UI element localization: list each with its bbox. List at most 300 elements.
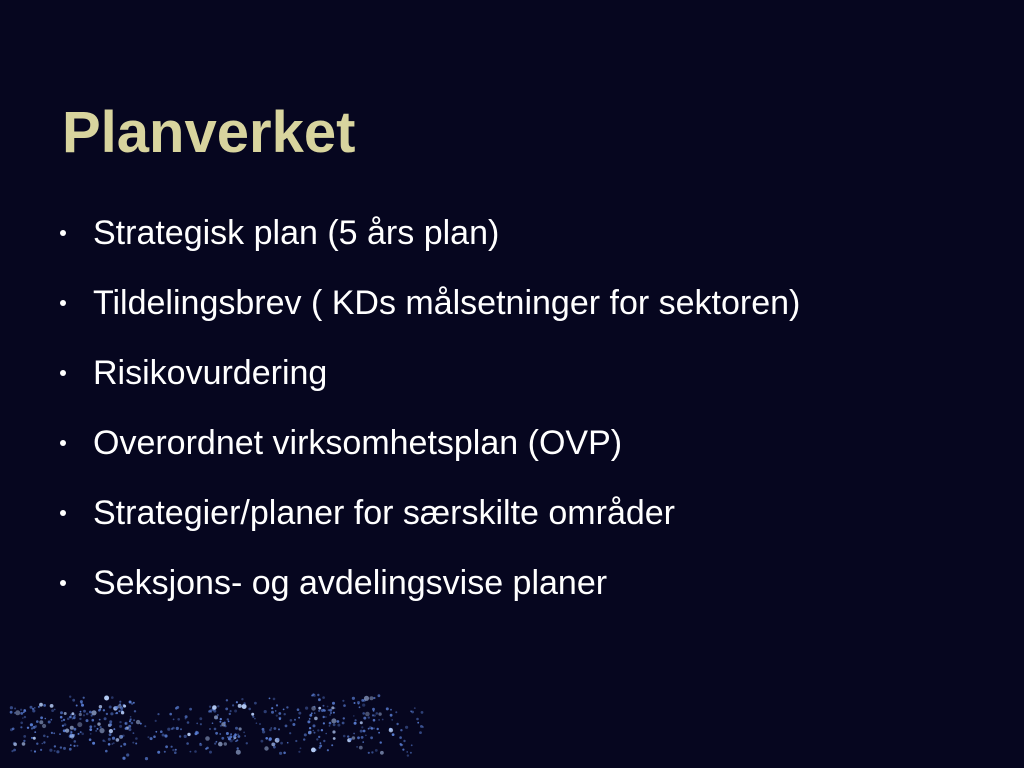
decor-dot — [421, 711, 424, 714]
decor-dot — [42, 724, 46, 728]
decor-dot — [63, 719, 65, 721]
decor-dot — [89, 711, 92, 714]
decor-dot — [99, 705, 102, 708]
decor-dot — [363, 717, 366, 720]
decor-dot — [243, 702, 245, 704]
decor-dot — [349, 738, 352, 741]
decor-dot — [304, 733, 307, 736]
decor-dot — [285, 725, 288, 728]
decor-dot — [228, 737, 231, 740]
decor-dot — [262, 728, 265, 731]
decor-dot — [157, 751, 160, 754]
decor-dot — [171, 746, 173, 748]
decor-dot — [232, 704, 234, 706]
decor-dot — [316, 738, 318, 740]
decor-dot — [212, 705, 217, 710]
decor-dot — [199, 743, 202, 746]
decor-dot — [33, 737, 36, 740]
decor-dot — [43, 741, 45, 743]
decor-dot — [359, 706, 361, 708]
decor-dot — [329, 714, 331, 716]
decor-dot — [155, 731, 157, 733]
decor-dot — [382, 719, 384, 721]
decor-dot — [401, 744, 403, 746]
decor-dot — [116, 738, 120, 742]
decor-dot — [236, 750, 241, 755]
decor-dot — [30, 706, 33, 709]
bullet-item — [58, 478, 800, 548]
decor-dot — [276, 704, 278, 706]
decor-dot — [90, 733, 92, 735]
decor-dot — [311, 712, 313, 714]
decor-dot — [403, 740, 405, 742]
decor-dot — [313, 724, 316, 727]
decor-dot — [323, 740, 325, 742]
decor-dot — [235, 727, 238, 730]
decor-dot — [271, 707, 273, 709]
decor-dot — [212, 722, 214, 724]
decor-dot — [123, 743, 126, 746]
decor-dot — [122, 757, 125, 760]
decor-dot — [108, 743, 111, 746]
decor-dot — [99, 709, 101, 711]
decor-dot — [364, 696, 369, 701]
decor-dot — [312, 693, 314, 695]
decor-dot — [150, 737, 153, 740]
decor-dot — [343, 735, 346, 738]
decor-dot — [59, 733, 61, 735]
decor-dot — [283, 709, 285, 711]
decor-dot — [325, 733, 327, 735]
decor-dot — [259, 723, 261, 725]
decor-dot — [155, 720, 157, 722]
decor-dot — [78, 733, 80, 735]
decor-dot — [323, 716, 325, 718]
decor-dot — [100, 726, 102, 728]
decor-dot — [81, 733, 84, 736]
decor-dot — [354, 702, 356, 704]
decor-dot — [120, 735, 123, 738]
decor-dot — [209, 706, 211, 708]
decor-dot — [353, 715, 355, 717]
bullet-item — [58, 198, 800, 268]
decor-dot — [60, 746, 62, 748]
decor-dot — [373, 697, 375, 699]
decor-dot — [109, 729, 113, 733]
decor-dot — [314, 717, 318, 721]
decor-dot — [176, 706, 179, 709]
bullet-item — [58, 268, 800, 338]
decor-dot — [119, 725, 122, 728]
decor-dot — [31, 723, 33, 725]
decor-dot — [185, 718, 187, 720]
decor-dot — [373, 719, 376, 722]
decor-dot — [30, 750, 32, 752]
decor-dot — [147, 736, 149, 738]
decor-dot — [184, 735, 187, 738]
decor-dot — [54, 750, 56, 752]
decor-dot — [12, 728, 15, 731]
decor-dot — [300, 747, 302, 749]
decor-dot — [54, 745, 56, 747]
bullet-text: Tildelingsbrev ( KDs målsetninger for sektoren) — [93, 284, 801, 322]
decor-dot — [179, 735, 181, 737]
decor-dot — [342, 700, 344, 702]
decor-dot — [115, 706, 118, 709]
decor-dot — [70, 726, 74, 730]
decor-dot — [63, 747, 66, 750]
decor-dot — [378, 694, 381, 697]
decor-dot — [230, 710, 232, 712]
decor-dot — [226, 732, 229, 735]
decor-dot — [169, 713, 172, 716]
decor-dot — [15, 710, 20, 715]
bullet-icon — [60, 440, 66, 446]
decor-dot — [119, 721, 121, 723]
decor-dot — [333, 723, 336, 726]
decor-dot — [313, 730, 315, 732]
decor-dot — [217, 705, 219, 707]
decor-dot — [89, 728, 92, 731]
decor-dot — [109, 706, 112, 709]
decor-dot — [329, 722, 332, 725]
decor-dot — [86, 713, 89, 716]
decor-dot — [45, 718, 47, 720]
decor-dot — [104, 696, 109, 701]
decor-dot — [71, 737, 73, 739]
bullet-icon — [60, 370, 66, 376]
decor-dot — [254, 718, 256, 720]
bullet-icon — [60, 230, 66, 236]
decor-dot — [333, 737, 336, 740]
decor-dot — [279, 752, 282, 755]
decor-dot — [79, 718, 81, 720]
decor-dot — [269, 698, 271, 700]
decor-dot — [318, 707, 321, 710]
decor-dot — [119, 701, 121, 703]
decor-dot — [380, 751, 384, 755]
decor-dot — [246, 742, 248, 744]
decor-dot — [81, 704, 84, 707]
decor-dot — [359, 746, 363, 750]
decor-dot — [402, 749, 404, 751]
decor-dot — [329, 709, 332, 712]
decor-dot — [10, 706, 13, 709]
decor-dot — [131, 722, 134, 725]
decor-dot — [360, 730, 363, 733]
decor-dot — [109, 733, 112, 736]
decor-dot — [135, 743, 137, 745]
decor-dot — [115, 713, 117, 715]
decor-dot — [60, 716, 63, 719]
decor-dot — [176, 727, 179, 730]
decor-dot — [40, 716, 43, 719]
decor-dot — [314, 712, 316, 714]
decor-dot — [108, 738, 111, 741]
decor-dot — [126, 753, 129, 756]
decor-dot — [64, 723, 67, 726]
decor-dot — [361, 726, 363, 728]
decor-dot — [333, 712, 335, 714]
decor-dot — [305, 707, 308, 710]
decor-dot — [74, 728, 77, 731]
decor-dot — [261, 740, 264, 743]
decor-dot — [47, 736, 49, 738]
decor-dot — [65, 729, 69, 733]
bullet-list — [58, 198, 800, 618]
decor-dot — [362, 741, 364, 743]
decor-dot — [20, 726, 22, 728]
decor-dot — [332, 702, 335, 705]
decor-dot — [331, 706, 334, 709]
decor-dot — [365, 735, 367, 737]
decor-dot — [60, 711, 63, 714]
decor-dot — [274, 727, 277, 730]
decor-dot — [38, 706, 40, 708]
decor-dot — [210, 711, 212, 713]
decor-dot — [209, 751, 212, 754]
decor-dot — [230, 733, 232, 735]
decor-dot — [103, 709, 105, 711]
decor-dot — [83, 710, 86, 713]
decor-dot — [70, 731, 73, 734]
decor-dot — [279, 717, 282, 720]
decor-dot — [43, 735, 46, 738]
decor-dot — [318, 698, 321, 701]
decor-dot — [238, 735, 241, 738]
decor-dot — [177, 718, 180, 721]
decor-dot — [49, 749, 52, 752]
decor-dot — [419, 731, 422, 734]
decor-dot — [216, 741, 218, 743]
decor-dot — [97, 722, 100, 725]
decor-dot — [40, 749, 42, 751]
decor-dot — [353, 733, 355, 735]
decor-dot — [187, 733, 190, 736]
bullet-text: Strategier/planer for særskilte områder — [93, 494, 676, 532]
decor-dot — [362, 704, 365, 707]
decor-dot — [196, 723, 198, 725]
decor-dot — [225, 725, 227, 727]
decor-dot — [120, 745, 122, 747]
decor-dot — [34, 707, 36, 709]
decor-dot — [390, 714, 393, 717]
decor-dot — [297, 708, 300, 711]
decor-dot — [164, 734, 167, 737]
decor-dot — [356, 746, 358, 748]
decor-dot — [80, 731, 82, 733]
decor-dot — [102, 740, 104, 742]
decor-dot — [314, 732, 316, 734]
decor-dot — [104, 717, 107, 720]
decor-dot — [234, 710, 237, 713]
decor-dot — [135, 737, 138, 740]
decor-dot — [91, 714, 93, 716]
decor-dot — [200, 723, 202, 725]
decor-dot — [228, 721, 230, 723]
decor-dot — [323, 709, 325, 711]
decor-dot — [269, 729, 272, 732]
decor-dot — [337, 724, 340, 727]
decor-dot — [251, 713, 254, 716]
decor-dot — [130, 718, 133, 721]
decor-dot — [254, 702, 257, 705]
decor-dot — [298, 712, 301, 715]
decor-dot — [414, 707, 416, 709]
decor-dot — [328, 709, 330, 711]
decor-dot — [121, 711, 124, 714]
decor-dot — [400, 729, 402, 731]
bullet-icon — [60, 510, 66, 516]
decor-dot — [97, 728, 99, 730]
decor-dot — [164, 751, 166, 753]
decor-dot — [347, 735, 349, 737]
decor-dot — [53, 732, 55, 734]
decor-dot — [133, 732, 135, 734]
decor-dot — [371, 751, 373, 753]
decor-dot — [411, 711, 414, 714]
decor-dot — [70, 734, 72, 736]
decor-dot — [361, 736, 364, 739]
decor-dot — [24, 716, 26, 718]
decor-dot — [194, 750, 197, 753]
decor-dot — [215, 732, 218, 735]
decor-dot — [227, 718, 229, 720]
decor-dot — [342, 722, 345, 725]
decor-dot — [410, 752, 412, 754]
decor-dot — [406, 751, 408, 753]
decor-dot — [278, 728, 280, 730]
decor-dot — [83, 697, 85, 699]
decor-dot — [209, 728, 211, 730]
decor-dot — [22, 742, 26, 746]
decor-dot — [94, 725, 96, 727]
decor-dot — [309, 718, 311, 720]
decor-dot — [69, 748, 72, 751]
decor-dot — [13, 749, 16, 752]
decor-dot — [317, 729, 319, 731]
decor-dot — [153, 735, 156, 738]
decor-dot — [331, 718, 336, 723]
decor-dot — [242, 704, 247, 709]
decor-dot — [378, 732, 380, 734]
bullet-text: Risikovurdering — [93, 354, 328, 392]
decor-dot — [22, 717, 24, 719]
decor-dot — [378, 712, 381, 715]
decor-dot — [73, 734, 75, 736]
decor-dot — [303, 738, 305, 740]
decor-dot — [196, 731, 199, 734]
decor-dot — [370, 736, 373, 739]
decor-dot — [416, 718, 419, 721]
decor-dot — [50, 719, 52, 721]
decor-dot — [20, 722, 23, 725]
decor-dot — [325, 716, 327, 718]
decor-dot — [343, 717, 345, 719]
decor-dot — [277, 738, 280, 741]
decor-dot — [99, 728, 104, 733]
decor-dot — [110, 712, 113, 715]
decor-dot — [165, 745, 168, 748]
decor-dot — [32, 709, 35, 712]
decor-dot — [271, 711, 274, 714]
decor-dot — [61, 720, 63, 722]
decor-dot — [321, 729, 323, 731]
decor-dot — [237, 734, 239, 736]
decor-dot — [283, 752, 286, 755]
decor-dot — [275, 710, 277, 712]
decor-dot — [224, 722, 226, 724]
decor-dot — [292, 723, 295, 726]
bullet-icon — [60, 300, 66, 306]
decor-dot — [187, 721, 190, 724]
decor-dot — [360, 721, 363, 724]
bullet-item — [58, 338, 800, 408]
decor-dot — [287, 742, 289, 744]
bullet-icon — [60, 580, 66, 586]
decor-dot — [327, 706, 329, 708]
decor-dot — [120, 706, 123, 709]
decor-dot — [252, 716, 254, 718]
decor-dot — [125, 727, 128, 730]
decor-dot — [23, 735, 26, 738]
decor-dot — [395, 711, 397, 713]
decor-dot — [256, 722, 258, 724]
decor-dot — [318, 710, 320, 712]
decor-dot — [72, 699, 75, 702]
decor-dot — [307, 720, 310, 723]
decor-dot — [264, 746, 268, 750]
decor-dot — [226, 699, 228, 701]
decor-dot — [144, 725, 146, 727]
decor-dot — [270, 727, 272, 729]
decor-dot — [31, 737, 33, 739]
decor-dot — [174, 751, 177, 754]
decor-dot — [289, 732, 291, 734]
decor-dot — [125, 722, 128, 725]
decor-dot — [219, 721, 221, 723]
decor-dot — [83, 714, 85, 716]
decor-dot — [370, 696, 374, 700]
decor-dot — [80, 700, 83, 703]
decor-dot — [112, 737, 115, 740]
decor-dot — [378, 719, 380, 721]
decor-dot — [276, 715, 278, 717]
decor-dot — [92, 719, 95, 722]
decor-dot — [376, 712, 379, 715]
decor-dot — [111, 696, 114, 699]
decor-dot — [389, 728, 393, 732]
decor-dot — [386, 707, 389, 710]
decor-dot — [220, 718, 222, 720]
slide-title: Planverket — [62, 100, 356, 165]
decor-dot — [51, 709, 54, 712]
decor-dot — [109, 723, 112, 726]
decor-dot — [74, 740, 77, 743]
decor-dot — [119, 703, 121, 705]
decor-dot — [405, 726, 408, 729]
decor-dot — [76, 705, 78, 707]
bullet-item — [58, 408, 800, 478]
decor-dot — [72, 718, 74, 720]
decor-dot — [73, 745, 75, 747]
decor-dot — [377, 728, 379, 730]
decor-dot — [422, 726, 424, 728]
decor-dot — [371, 727, 374, 730]
decor-dot — [368, 716, 370, 718]
decor-dot — [128, 728, 131, 731]
decor-dot — [67, 718, 70, 721]
